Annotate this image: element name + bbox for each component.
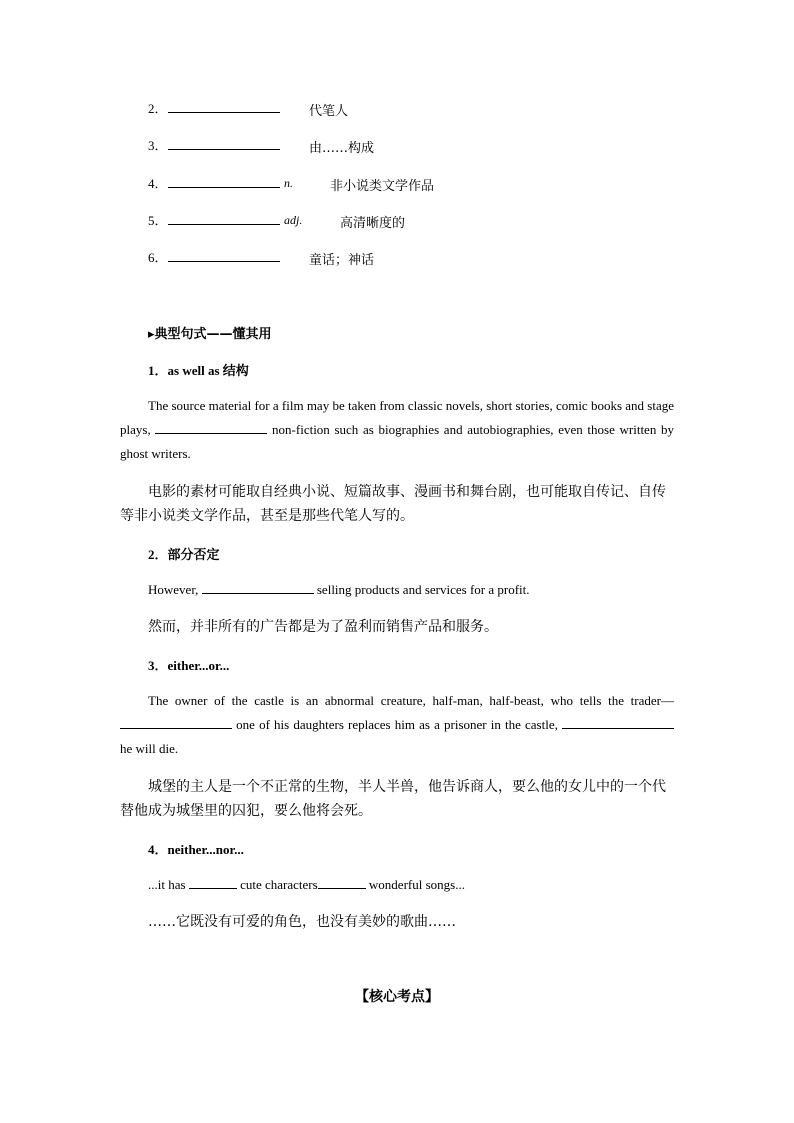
vocab-number: 6． <box>148 250 168 265</box>
vocab-number: 4． <box>148 176 168 191</box>
answer-blank[interactable] <box>155 420 267 434</box>
vocab-item-2 <box>148 99 280 117</box>
pattern-example-en-4: ...it has cute characters wonderful songs... <box>148 877 465 892</box>
core-points-heading: 【核心考点】 <box>355 989 439 1005</box>
pattern-heading-3: 3．either...or... <box>148 658 230 673</box>
answer-blank[interactable] <box>318 875 366 889</box>
answer-blank[interactable] <box>168 211 280 225</box>
section-heading: ▸典型句式——懂其用 <box>148 327 272 342</box>
part-of-speech: n. <box>284 176 293 190</box>
answer-blank[interactable] <box>168 248 280 262</box>
vocab-item-6 <box>148 248 280 266</box>
vocab-item-4 <box>148 174 280 192</box>
pattern-translation-cn-1: 电影的素材可能取自经典小说、短篇故事、漫画书和舞台剧，也可能取自传记、自传等非小说类文学作品，甚至是那些代笔人写的。 <box>120 484 666 524</box>
vocab-meaning: 由……构成 <box>309 141 375 156</box>
vocab-item-3 <box>148 136 280 154</box>
answer-blank[interactable] <box>168 174 280 188</box>
vocab-meaning: 童话；神话 <box>309 253 375 268</box>
answer-blank[interactable] <box>189 875 237 889</box>
pattern-translation-cn-4: ……它既没有可爱的角色，也没有美妙的歌曲…… <box>148 914 456 930</box>
vocab-number: 3． <box>148 138 168 153</box>
vocab-item-5 <box>148 211 280 229</box>
answer-blank[interactable] <box>168 136 280 150</box>
pattern-heading-4: 4．neither...nor... <box>148 842 244 857</box>
vocab-meaning: 代笔人 <box>309 104 349 119</box>
vocab-meaning: 非小说类文学作品 <box>330 179 435 194</box>
pattern-example-en-3: The owner of the castle is an abnormal creature, half-man, half-beast, who tells the trader— one of his daughters replaces him as a prisoner in the castle, he will die. <box>120 693 674 756</box>
pattern-example-en-1: The source material for a film may be taken from classic novels, short stories, comic books and stage plays, non-fiction such as biographies and autobiographies, even those written by ghost writers. <box>120 398 674 461</box>
pattern-translation-cn-3: 城堡的主人是一个不正常的生物，半人半兽，他告诉商人，要么他的女儿中的一个代替他成为城堡里的囚犯，要么他将会死。 <box>120 779 666 819</box>
answer-blank[interactable] <box>562 715 674 729</box>
vocab-number: 5． <box>148 213 168 228</box>
pattern-translation-cn-2: 然而，并非所有的广告都是为了盈利而销售产品和服务。 <box>148 619 498 635</box>
vocab-number: 2． <box>148 101 168 116</box>
pattern-heading-2: 2．部分否定 <box>148 547 220 563</box>
answer-blank[interactable] <box>120 715 232 729</box>
part-of-speech: adj. <box>284 213 303 227</box>
answer-blank[interactable] <box>168 99 280 113</box>
pattern-heading-1: 1．as well as 结构 <box>148 363 249 379</box>
pattern-example-en-2: However, selling products and services for a profit. <box>148 582 530 597</box>
vocab-meaning: 高清晰度的 <box>340 216 406 231</box>
answer-blank[interactable] <box>202 580 314 594</box>
